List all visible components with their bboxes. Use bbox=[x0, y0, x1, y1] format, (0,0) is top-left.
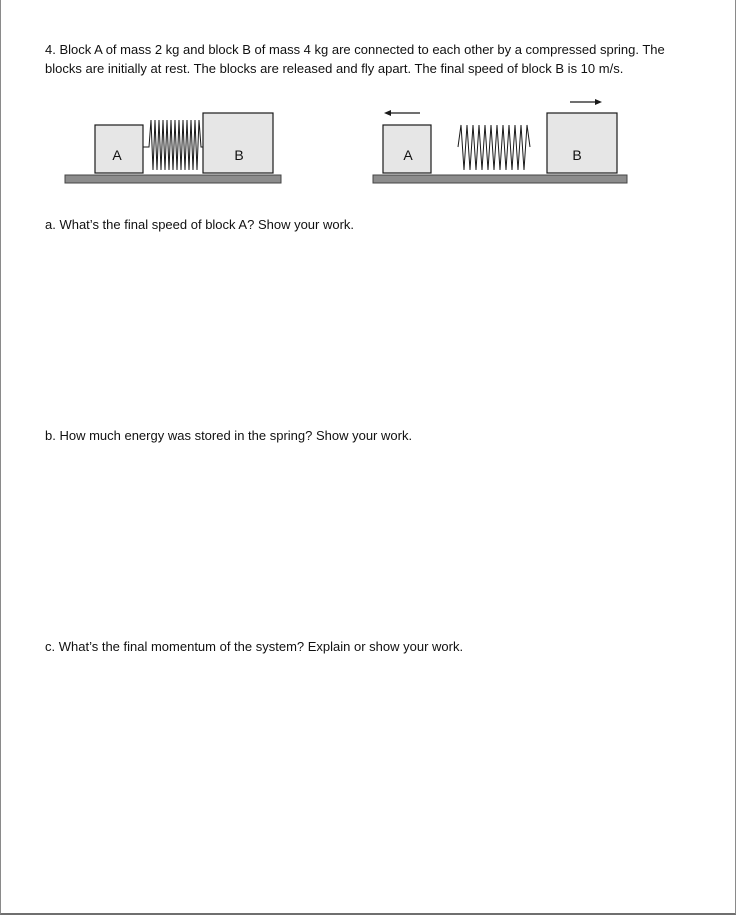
released-spring bbox=[458, 125, 530, 170]
block-a-before-label: A bbox=[112, 147, 122, 163]
block-b-after bbox=[547, 113, 617, 173]
block-b-before-label: B bbox=[234, 147, 244, 163]
question-c: c. What’s the final momentum of the system? Explain or show your work. bbox=[45, 639, 464, 654]
arrow-left-icon bbox=[384, 110, 420, 116]
block-a-after-label: A bbox=[403, 147, 413, 163]
problem-statement: 4. Block A of mass 2 kg and block B of mass 4 kg are connected to each other by a compressed spring. The blocks are initially at rest. The blocks are released and fly apart. The final speed of block B is 10 m/s. bbox=[45, 42, 665, 76]
arrow-right-icon bbox=[570, 99, 602, 105]
question-b: b. How much energy was stored in the spring? Show your work. bbox=[45, 428, 413, 443]
question-a: a. What’s the final speed of block A? Show your work. bbox=[45, 217, 355, 232]
floor-after bbox=[373, 175, 627, 183]
block-b-after-label: B bbox=[572, 147, 582, 163]
